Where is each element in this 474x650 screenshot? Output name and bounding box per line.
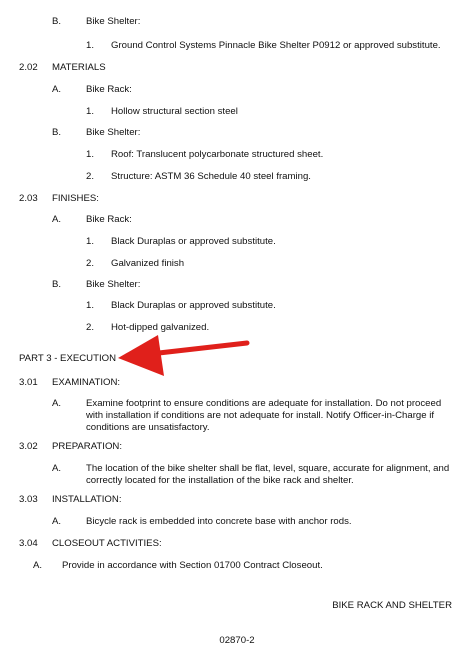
shelter-label: B. bbox=[52, 16, 62, 27]
shelter-label: B. bbox=[52, 279, 62, 290]
paragraph-text: Bicycle rack is embedded into concrete base with anchor rods. bbox=[86, 516, 352, 527]
paragraph-text: Examine footprint to ensure conditions are adequate for installation. Do not proceed with installation if conditions are not adequate for install. Notify Officer-in-Charge if conditions are unsatisfactory. bbox=[86, 398, 442, 434]
footer-title: BIKE RACK AND SHELTER bbox=[332, 600, 452, 611]
section-number: 2.03 bbox=[19, 193, 38, 204]
section-title: FINISHES: bbox=[52, 193, 99, 204]
list-item-number: 1. bbox=[86, 236, 95, 247]
paragraph-label: A. bbox=[33, 560, 43, 571]
rack-title: Bike Rack: bbox=[86, 214, 132, 225]
page-number: 02870-2 bbox=[219, 635, 255, 646]
list-item-text: Black Duraplas or approved substitute. bbox=[111, 300, 276, 311]
section-title: MATERIALS bbox=[52, 62, 106, 73]
list-item-text: Roof: Translucent polycarbonate structured sheet. bbox=[111, 149, 324, 160]
list-item-number: 2. bbox=[86, 322, 95, 333]
paragraph-text: The location of the bike shelter shall be flat, level, square, accurate for alignment, and correctly located for the installation of the bike rack and shelter. bbox=[86, 463, 450, 487]
rack-label: A. bbox=[52, 84, 62, 95]
arrow-shaft bbox=[150, 343, 247, 354]
list-item-text: Hollow structural section steel bbox=[111, 106, 238, 117]
section-number: 3.04 bbox=[19, 538, 38, 549]
section-title: PREPARATION: bbox=[52, 441, 123, 452]
part-title: PART 3 - EXECUTION bbox=[19, 353, 117, 364]
list-item-number: 1. bbox=[86, 40, 95, 51]
paragraph-label: A. bbox=[52, 398, 62, 409]
section-number: 3.02 bbox=[19, 441, 38, 452]
list-item-text: Black Duraplas or approved substitute. bbox=[111, 236, 276, 247]
arrow-head bbox=[118, 335, 164, 376]
list-item-text: Ground Control Systems Pinnacle Bike Shelter P0912 or approved substitute. bbox=[111, 40, 441, 51]
list-item-number: 1. bbox=[86, 106, 95, 117]
list-item-number: 1. bbox=[86, 300, 95, 311]
list-item-text: Structure: ASTM 36 Schedule 40 steel framing. bbox=[111, 171, 311, 182]
shelter-label: B. bbox=[52, 127, 62, 138]
paragraph-label: A. bbox=[52, 516, 62, 527]
list-item-number: 2. bbox=[86, 171, 95, 182]
paragraph-text: Provide in accordance with Section 01700 Contract Closeout. bbox=[62, 560, 323, 571]
list-item-number: 1. bbox=[86, 149, 95, 160]
section-title: INSTALLATION: bbox=[52, 494, 122, 505]
shelter-title: Bike Shelter: bbox=[86, 16, 141, 27]
rack-label: A. bbox=[52, 214, 62, 225]
shelter-title: Bike Shelter: bbox=[86, 279, 141, 290]
rack-title: Bike Rack: bbox=[86, 84, 132, 95]
list-item-text: Hot-dipped galvanized. bbox=[111, 322, 210, 333]
list-item-text: Galvanized finish bbox=[111, 258, 185, 269]
list-item-number: 2. bbox=[86, 258, 95, 269]
section-number: 2.02 bbox=[19, 62, 38, 73]
shelter-title: Bike Shelter: bbox=[86, 127, 141, 138]
section-title: EXAMINATION: bbox=[52, 377, 121, 388]
section-number: 3.03 bbox=[19, 494, 38, 505]
paragraph-label: A. bbox=[52, 463, 62, 474]
section-title: CLOSEOUT ACTIVITIES: bbox=[52, 538, 162, 549]
section-number: 3.01 bbox=[19, 377, 38, 388]
